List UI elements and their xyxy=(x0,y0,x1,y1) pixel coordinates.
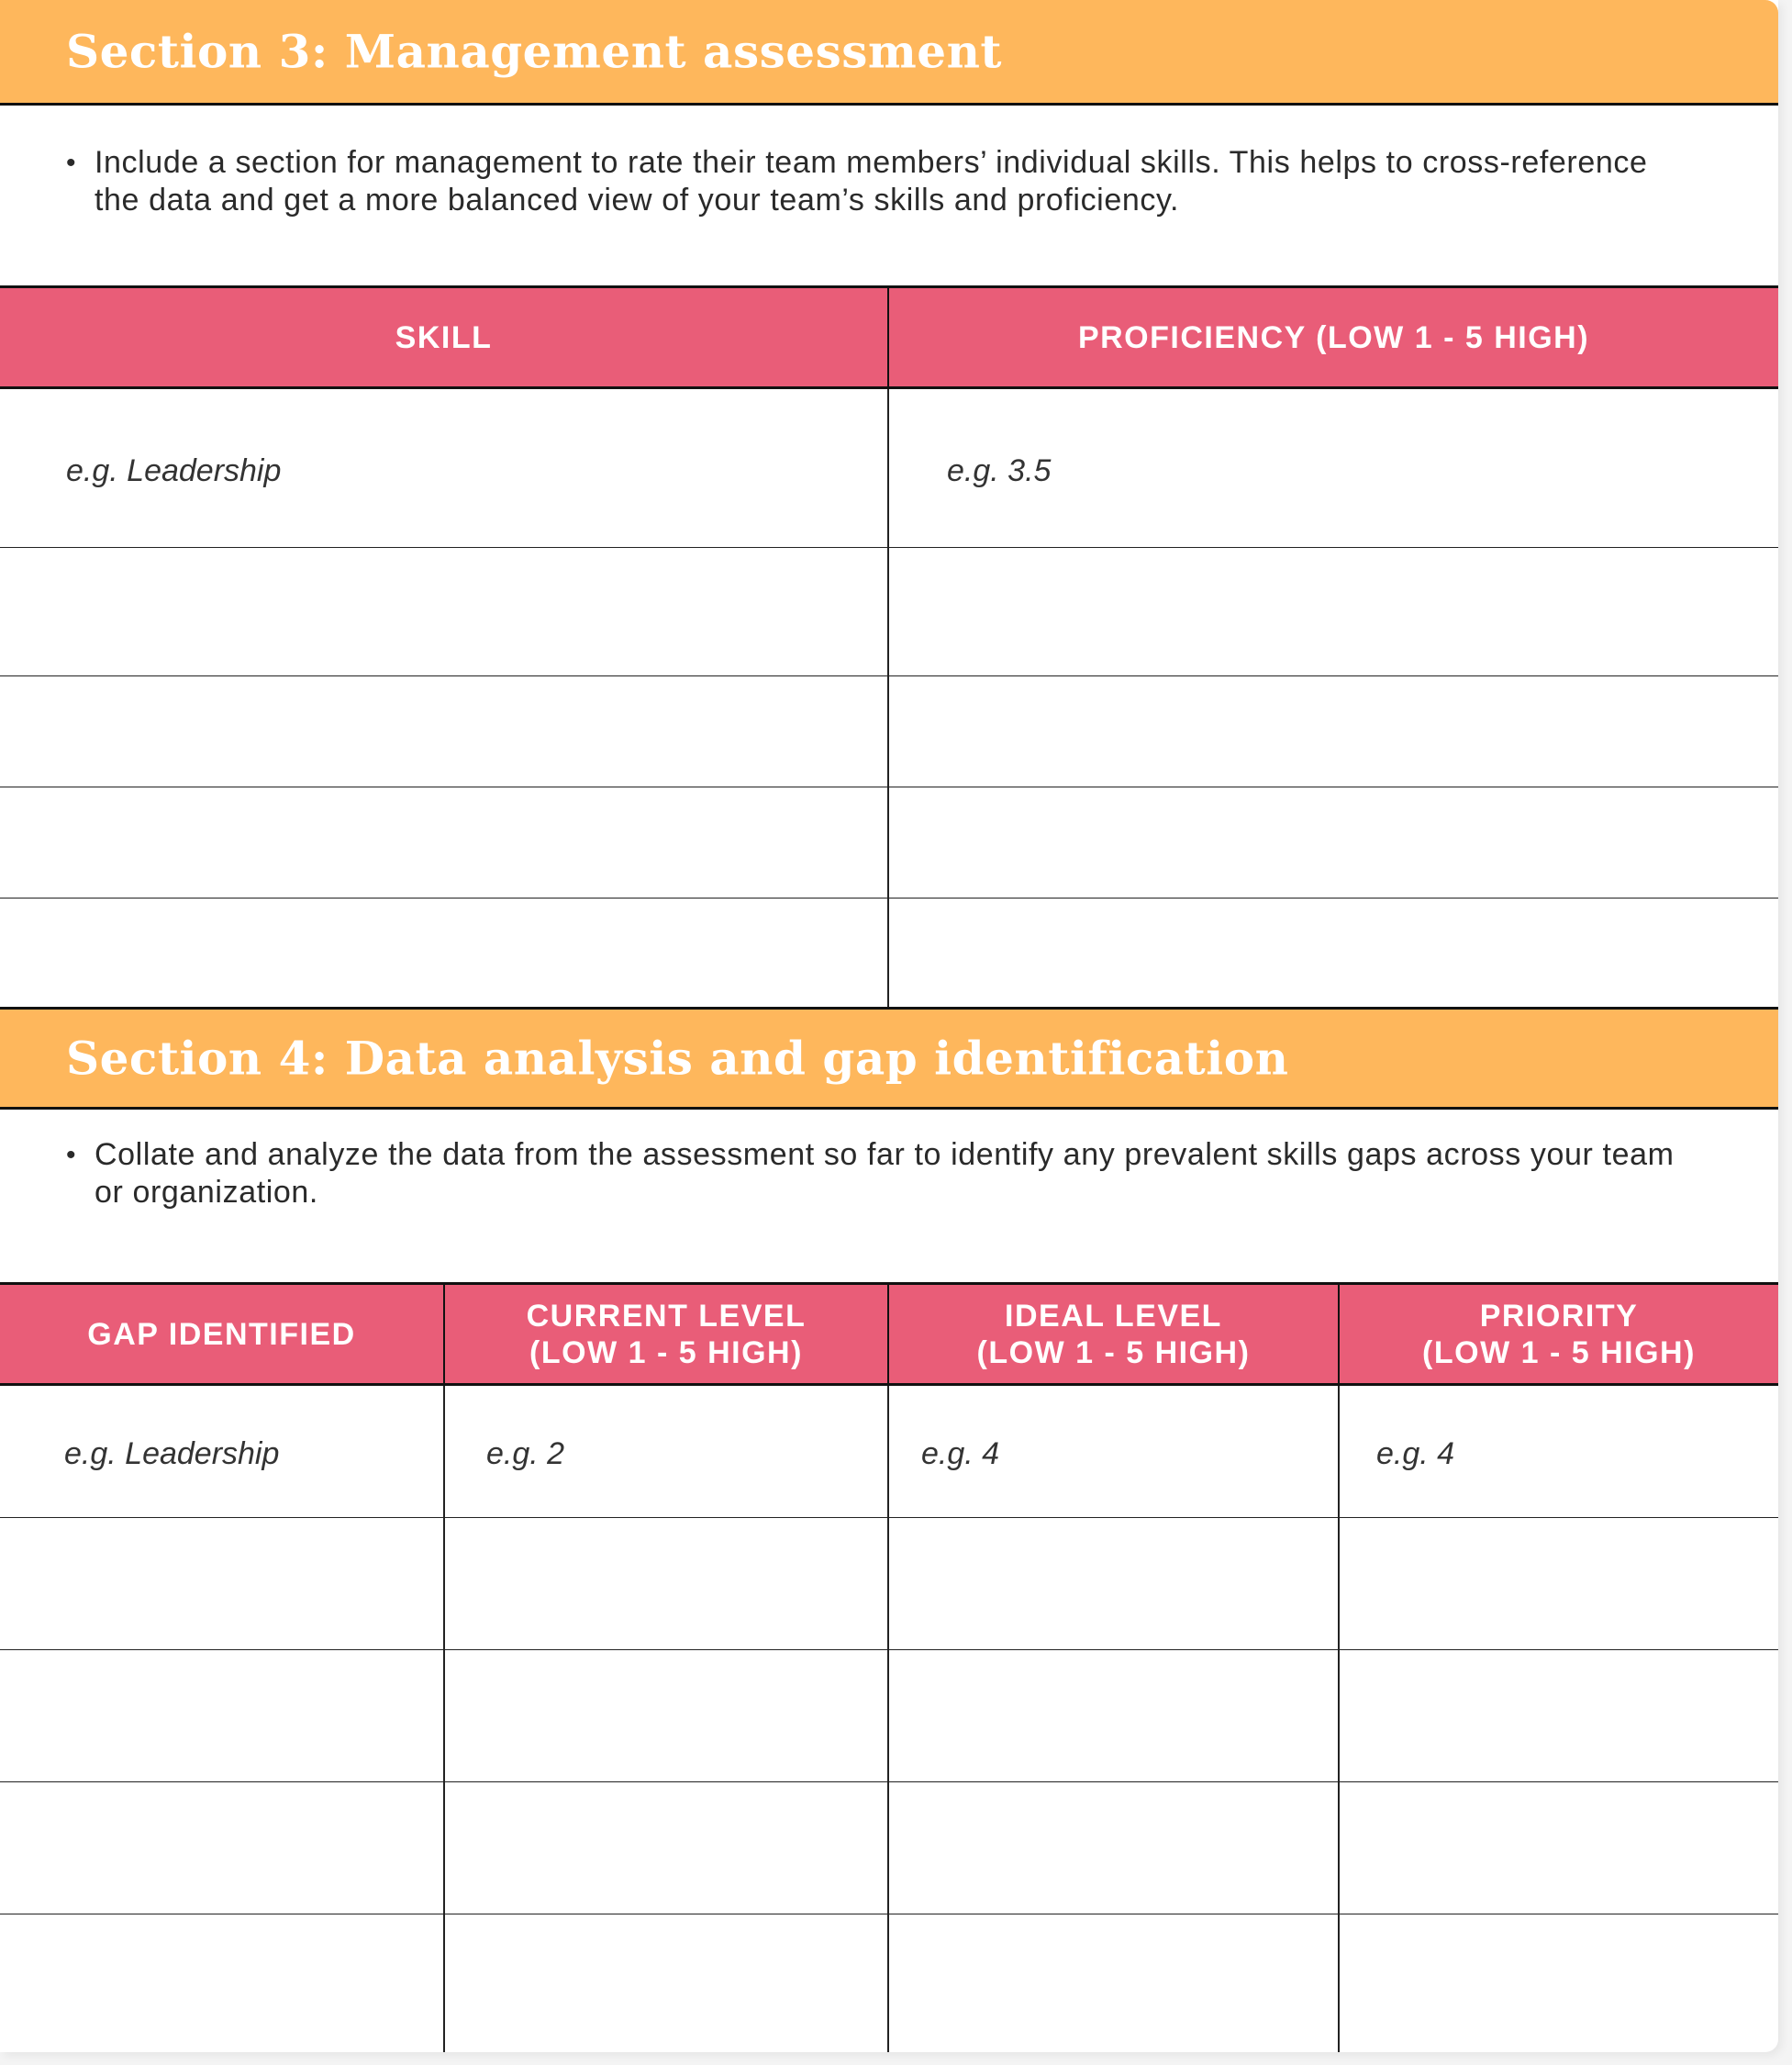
section-3-header xyxy=(0,0,1778,106)
section-4-title: Section 4: Data analysis and gap identification xyxy=(66,1031,1289,1086)
ideal-level-cell[interactable] xyxy=(888,1518,1339,1650)
section-4-header xyxy=(0,1007,1778,1110)
section-3-bullet xyxy=(66,144,1681,219)
priority-cell[interactable] xyxy=(1339,1914,1778,2053)
table-header-row xyxy=(0,1284,1778,1385)
ideal-level-cell[interactable] xyxy=(888,1782,1339,1914)
skill-cell[interactable] xyxy=(0,388,888,548)
ideal-level-cell[interactable] xyxy=(888,1914,1339,2053)
gap-cell[interactable] xyxy=(0,1782,444,1914)
skill-cell[interactable] xyxy=(0,676,888,787)
proficiency-cell[interactable] xyxy=(888,787,1778,899)
proficiency-cell[interactable] xyxy=(888,548,1778,676)
column-header-skill: SKILL xyxy=(0,287,888,388)
skill-cell[interactable] xyxy=(0,787,888,899)
gap-cell[interactable] xyxy=(0,1385,444,1518)
current-level-cell[interactable] xyxy=(444,1650,888,1782)
table-row xyxy=(0,1385,1778,1518)
table-row xyxy=(0,1518,1778,1650)
ideal-level-cell[interactable] xyxy=(888,1385,1339,1518)
ideal-level-cell[interactable] xyxy=(888,1650,1339,1782)
section-3-title: Section 3: Management assessment xyxy=(66,24,1003,79)
table-header-row xyxy=(0,287,1778,388)
table-row xyxy=(0,676,1778,787)
priority-cell[interactable] xyxy=(1339,1650,1778,1782)
example-current-level: e.g. 2 xyxy=(486,1436,565,1471)
proficiency-cell[interactable] xyxy=(888,899,1778,1010)
column-header-ideal-level: IDEAL LEVEL (LOW 1 - 5 HIGH) xyxy=(888,1284,1339,1385)
bullet-icon: • xyxy=(66,148,77,178)
skill-cell[interactable] xyxy=(0,548,888,676)
current-level-cell[interactable] xyxy=(444,1385,888,1518)
example-proficiency: e.g. 3.5 xyxy=(947,453,1052,488)
example-priority: e.g. 4 xyxy=(1376,1436,1455,1471)
current-level-cell[interactable] xyxy=(444,1782,888,1914)
current-level-cell[interactable] xyxy=(444,1518,888,1650)
gap-cell[interactable] xyxy=(0,1914,444,2053)
column-header-priority: PRIORITY (LOW 1 - 5 HIGH) xyxy=(1339,1284,1778,1385)
example-skill: e.g. Leadership xyxy=(66,453,282,488)
example-gap: e.g. Leadership xyxy=(64,1436,280,1471)
current-level-cell[interactable] xyxy=(444,1914,888,2053)
management-assessment-table xyxy=(0,285,1778,1009)
gap-cell[interactable] xyxy=(0,1518,444,1650)
column-header-current-level: CURRENT LEVEL (LOW 1 - 5 HIGH) xyxy=(444,1284,888,1385)
section-3-bullet-text: Include a section for management to rate their team members’ individual skills. This helps to cross-reference the data and get a more balanced view of your team’s skills and proficiency. xyxy=(95,145,1648,218)
table-row xyxy=(0,548,1778,676)
skill-cell[interactable] xyxy=(0,899,888,1010)
table-row xyxy=(0,899,1778,1010)
bullet-icon: • xyxy=(66,1140,77,1170)
proficiency-cell[interactable] xyxy=(888,676,1778,787)
table-row xyxy=(0,388,1778,548)
priority-cell[interactable] xyxy=(1339,1385,1778,1518)
table-row xyxy=(0,1650,1778,1782)
column-header-gap-identified: GAP IDENTIFIED xyxy=(0,1284,444,1385)
priority-cell[interactable] xyxy=(1339,1518,1778,1650)
example-ideal-level: e.g. 4 xyxy=(921,1436,1000,1471)
column-header-proficiency: PROFICIENCY (LOW 1 - 5 HIGH) xyxy=(888,287,1778,388)
proficiency-cell[interactable] xyxy=(888,388,1778,548)
gap-identification-table xyxy=(0,1282,1778,2052)
priority-cell[interactable] xyxy=(1339,1782,1778,1914)
section-4-bullet xyxy=(66,1136,1681,1211)
table-row xyxy=(0,787,1778,899)
gap-cell[interactable] xyxy=(0,1650,444,1782)
table-row xyxy=(0,1782,1778,1914)
section-4-bullet-text: Collate and analyze the data from the assessment so far to identify any prevalent skills gaps across your team or organization. xyxy=(95,1137,1675,1210)
table-row xyxy=(0,1914,1778,2053)
